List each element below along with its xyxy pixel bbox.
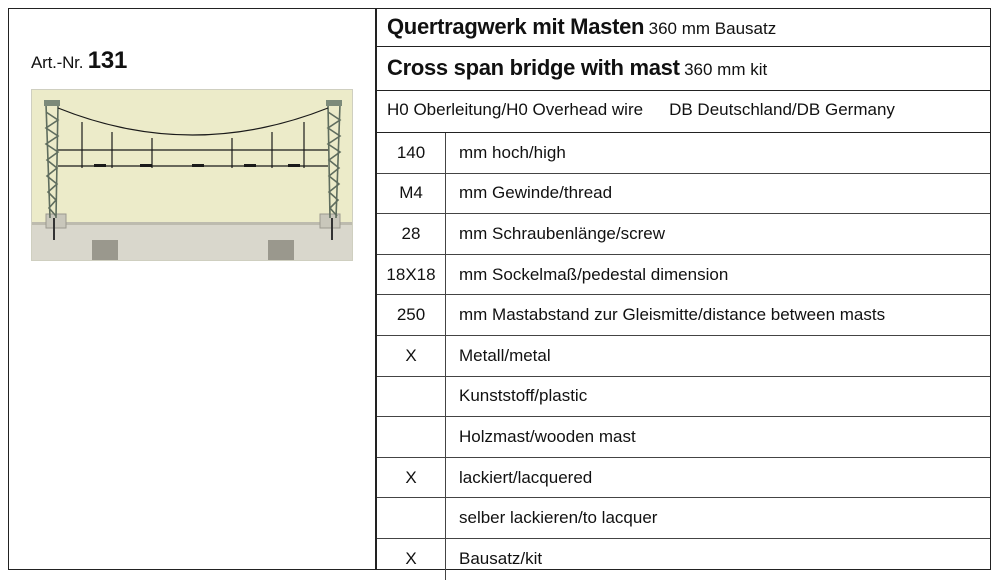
article-number-label: Art.-Nr. <box>31 53 84 72</box>
spec-row <box>377 458 990 499</box>
category-region: DB Deutschland/DB Germany <box>669 100 895 119</box>
spec-row <box>377 417 990 458</box>
spec-row <box>377 377 990 418</box>
spec-value: 250 <box>377 295 446 335</box>
spec-description: lackiert/lacquered <box>459 467 593 487</box>
spec-value <box>377 417 446 457</box>
left-panel <box>9 9 375 569</box>
title-german <box>377 9 990 47</box>
article-number <box>31 47 127 75</box>
spec-value: X <box>377 539 446 580</box>
spec-description: mm Mastabstand zur Gleismitte/distance between masts <box>459 305 886 325</box>
spec-value <box>377 498 446 538</box>
spec-row <box>377 174 990 215</box>
spec-row <box>377 295 990 336</box>
right-panel <box>377 9 990 569</box>
spec-description: Kunststoff/plastic <box>459 386 588 406</box>
title-english-sub: 360 mm kit <box>684 60 768 79</box>
spec-value: X <box>377 458 446 498</box>
category-system: H0 Oberleitung/H0 Overhead wire <box>387 100 644 119</box>
cross-span-bridge-illustration <box>32 90 353 261</box>
spec-description: mm hoch/high <box>459 142 566 162</box>
spec-description: Metall/metal <box>459 345 551 365</box>
spec-value: 140 <box>377 133 446 173</box>
title-english <box>377 47 990 91</box>
category-row <box>377 91 990 133</box>
product-sheet <box>8 8 991 570</box>
spec-description: mm Gewinde/thread <box>459 183 613 203</box>
spec-row <box>377 336 990 377</box>
spec-row <box>377 498 990 539</box>
title-german-sub: 360 mm Bausatz <box>648 19 777 38</box>
product-photo <box>31 89 353 261</box>
spec-description: Holzmast/wooden mast <box>459 426 636 446</box>
spec-value <box>377 377 446 417</box>
spec-value: X <box>377 336 446 376</box>
spec-table <box>377 133 990 580</box>
spec-value: 18X18 <box>377 255 446 295</box>
title-german-main: Quertragwerk mit Masten <box>387 14 645 39</box>
spec-row <box>377 133 990 174</box>
spec-description: mm Schraubenlänge/screw <box>459 223 665 243</box>
spec-row <box>377 539 990 580</box>
spec-description: selber lackieren/to lacquer <box>459 508 658 528</box>
spec-description: mm Sockelmaß/pedestal dimension <box>459 264 729 284</box>
spec-value: 28 <box>377 214 446 254</box>
spec-row <box>377 214 990 255</box>
spec-description: Bausatz/kit <box>459 549 543 569</box>
spec-value: M4 <box>377 174 446 214</box>
spec-row <box>377 255 990 296</box>
article-number-value: 131 <box>87 47 128 74</box>
title-english-main: Cross span bridge with mast <box>387 55 680 80</box>
